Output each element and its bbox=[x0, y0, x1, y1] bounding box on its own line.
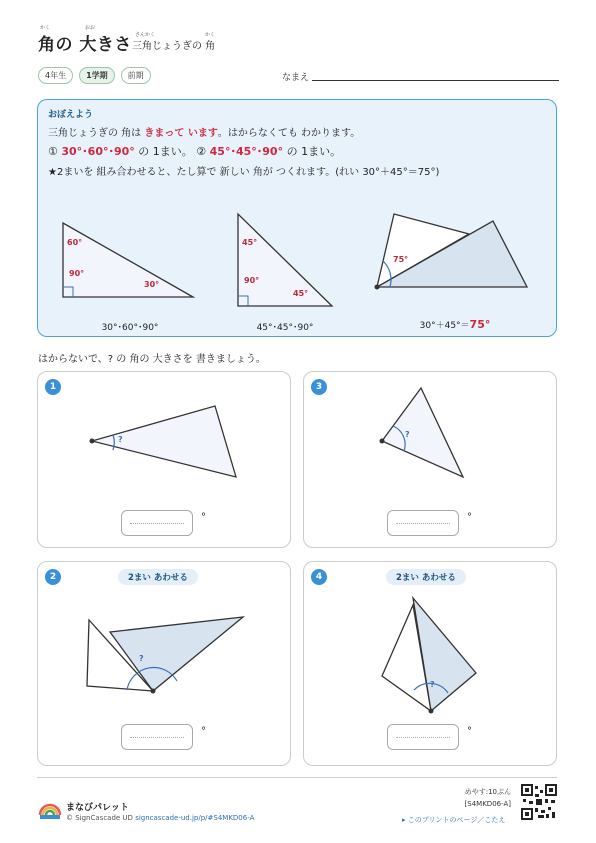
answer-box-2[interactable] bbox=[121, 724, 193, 750]
triangle-45-45-90 bbox=[238, 214, 332, 306]
triangle-combined-75 bbox=[375, 214, 528, 290]
answer-page-link[interactable]: ▸ このプリントのページ／こたえ bbox=[402, 816, 506, 824]
problem-number-3: 3 bbox=[311, 379, 327, 395]
problem-number-4: 4 bbox=[311, 569, 327, 585]
combine-hint-pill: 2まい あわせる bbox=[118, 569, 198, 585]
degree-mark: ° bbox=[201, 726, 206, 737]
footer-divider bbox=[37, 777, 557, 778]
copyright-text: © SignCascade UD bbox=[66, 814, 133, 822]
problem-number-2: 2 bbox=[45, 569, 61, 585]
memo-emphasis: 45°･45°･90° bbox=[209, 145, 284, 158]
ruby: さんかく bbox=[135, 32, 156, 38]
angle-label: 90° bbox=[69, 269, 85, 278]
degree-mark: ° bbox=[201, 512, 206, 523]
angle-label: 60° bbox=[67, 238, 83, 247]
memo-heading: おぼえよう bbox=[48, 110, 94, 120]
ruby: かく bbox=[40, 25, 51, 31]
caption-3 bbox=[400, 318, 510, 331]
angle-label: 45° bbox=[242, 238, 258, 247]
memo-line-2 bbox=[48, 143, 341, 159]
memo-emphasis: 30°･60°･90° bbox=[61, 145, 135, 158]
page-subtitle: 三角じょうぎの 角 bbox=[132, 41, 216, 52]
time-estimate: めやす:10ぷん bbox=[464, 788, 511, 796]
memo-text: の 1まい。 bbox=[283, 145, 342, 158]
caption-1: 30°･60°･90° bbox=[101, 323, 159, 333]
memo-text: の 1まい。 ② bbox=[134, 145, 210, 158]
memo-triangles bbox=[37, 190, 557, 310]
caption-text: 30°＋45°＝ bbox=[419, 321, 470, 331]
memo-emphasis: きまって います bbox=[144, 128, 218, 139]
caption-emphasis: 75° bbox=[469, 318, 491, 331]
ruby: おお bbox=[85, 25, 96, 31]
tag-period: 前期 bbox=[121, 67, 151, 84]
angle-label: 90° bbox=[244, 276, 260, 285]
grade-tags bbox=[38, 67, 151, 84]
angle-label: 75° bbox=[393, 255, 409, 264]
ruby: かく bbox=[205, 32, 216, 38]
degree-mark: ° bbox=[467, 512, 472, 523]
angle-label: 45° bbox=[293, 289, 309, 298]
name-label: なまえ bbox=[282, 73, 310, 83]
unknown-angle: ? bbox=[139, 654, 144, 663]
answer-box-3[interactable] bbox=[387, 510, 459, 536]
memo-text: 。はからなくても わかります。 bbox=[217, 128, 361, 139]
copyright bbox=[66, 814, 254, 822]
answer-box-1[interactable] bbox=[121, 510, 193, 536]
print-code: [S4MKD06-A] bbox=[464, 800, 511, 808]
memo-text: 三角じょうぎの 角は bbox=[48, 128, 145, 139]
page-title: 角の 大きさ bbox=[38, 35, 132, 55]
unknown-angle: ? bbox=[405, 430, 410, 439]
memo-text: ① bbox=[48, 145, 62, 158]
triangle-30-60-90 bbox=[63, 223, 193, 297]
angle-label: 30° bbox=[144, 280, 160, 289]
problem-number-1: 1 bbox=[45, 379, 61, 395]
caption-2: 45°･45°･90° bbox=[256, 323, 314, 333]
brand-logo-icon bbox=[38, 797, 62, 821]
unknown-angle: ? bbox=[430, 680, 435, 689]
name-field[interactable] bbox=[312, 80, 559, 81]
site-link[interactable]: signcascade-ud.jp/p/#S4MKD06-A bbox=[135, 814, 255, 822]
memo-line-3: ★2まいを 組み合わせると、たし算で 新しい 角が つくれます。(れい 30°＋45°＝75°) bbox=[48, 167, 440, 178]
question-instruction: はからないで、? の 角の 大きさを 書きましょう。 bbox=[38, 354, 266, 365]
memo-line-1 bbox=[48, 124, 360, 139]
answer-box-4[interactable] bbox=[387, 724, 459, 750]
tag-term: 1学期 bbox=[79, 67, 115, 84]
brand-name: まなびパレット bbox=[66, 803, 129, 813]
qr-code-icon[interactable] bbox=[521, 784, 557, 820]
unknown-angle: ? bbox=[118, 435, 123, 444]
tag-grade: 4年生 bbox=[38, 67, 73, 84]
degree-mark: ° bbox=[467, 726, 472, 737]
combine-hint-pill: 2まい あわせる bbox=[386, 569, 466, 585]
